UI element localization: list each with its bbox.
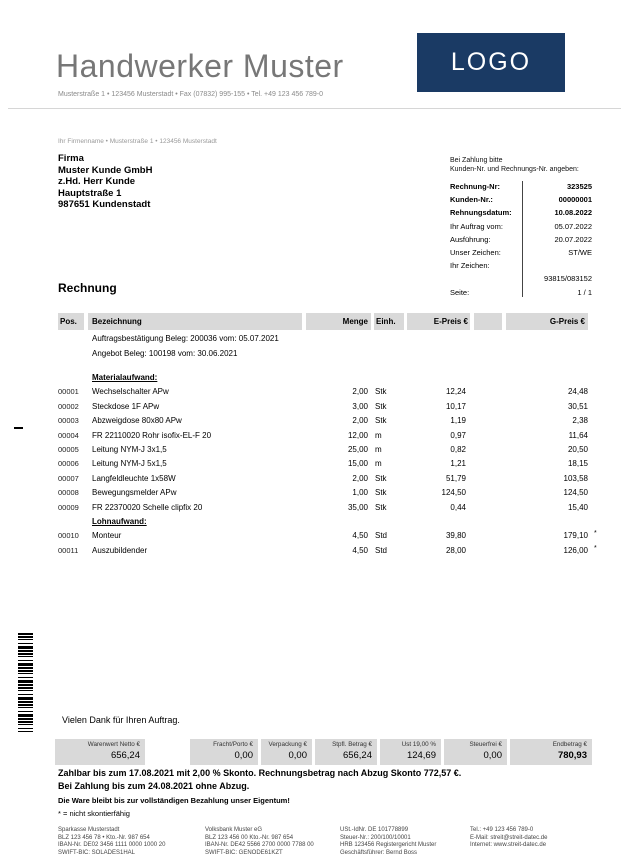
totals-cell [55,739,145,765]
cell-total-price: 30,51 [567,401,588,411]
cell-unit: Stk [375,387,387,397]
invoice-meta-label: Ihr Zeichen: [450,261,490,271]
footer-column-lines [470,827,547,850]
invoice-meta-table [450,180,592,299]
cell-unit-price: 10,17 [445,401,466,411]
invoice-meta-value: 93815/083152 [544,274,592,284]
cell-pos: 00011 [58,545,79,555]
cell-quantity: 2,00 [352,387,368,397]
cell-unit: m [375,430,382,440]
section-rows [58,385,603,515]
company-logo [417,33,565,92]
barcode [18,633,33,732]
reference-lines [92,331,279,361]
totals-label: Verpackung € [268,741,307,748]
totals-value: 124,69 [406,750,436,761]
cell-unit: Stk [375,416,387,426]
col-header-total-price: G-Preis € [506,313,588,330]
cell-pos: 00008 [58,488,79,498]
cell-pos: 00005 [58,444,79,454]
totals-cell [444,739,507,765]
recipient-address-line: z.Hd. Herr Kunde [58,176,136,187]
recipient-address-line: 987651 Kundenstadt [58,199,151,210]
invoice-meta-row [450,286,592,299]
cell-quantity: 15,00 [347,459,368,469]
invoice-meta-value: ST/WE [568,247,592,257]
section-rows [58,529,603,558]
totals-value: 656,24 [342,750,372,761]
invoice-meta-label: Seite: [450,287,470,297]
section-heading: Lohnaufwand: [92,516,147,526]
cell-unit-price: 124,50 [441,488,466,498]
cell-quantity: 2,00 [352,473,368,483]
cell-unit-price: 1,19 [450,416,466,426]
invoice-meta-label: Ihr Auftrag vom: [450,221,503,231]
cell-note: * [594,544,597,552]
invoice-meta-label: Rechnung-Nr: [450,182,500,191]
totals-cell [315,739,377,765]
footer-column [205,827,314,857]
footer-column [340,827,436,857]
cell-pos: 00001 [58,387,79,397]
footer-line: Geschäftsführer: Bernd Boss [340,849,418,856]
reference-line: Auftragsbestätigung Beleg: 200036 vom: 05.07.2021 [92,334,279,343]
cell-unit: Std [375,531,388,541]
cell-unit: m [375,444,382,454]
recipient-address-line: Hauptstraße 1 [58,187,122,199]
invoice-meta-row [450,220,592,233]
col-header-quantity: Menge [306,313,371,330]
cell-unit: Stk [375,488,387,498]
cell-total-price: 15,40 [567,502,588,512]
company-contact-line: Musterstraße 1 • 123456 Musterstadt • Fax (07832) 995-155 • Tel. +49 123 456 789-0 [58,91,324,98]
recipient-address-line: Firma [58,153,84,164]
cell-unit-price: 0,97 [450,430,466,440]
footer-line: IBAN-Nr. DE42 5566 2700 0000 7788 00 [205,842,314,848]
invoice-meta-label: Kunden-Nr.: [450,195,493,205]
cell-description: FR 22370020 Schelle clipfix 20 [92,502,203,512]
invoice-meta-row [450,180,592,193]
table-row [58,443,603,457]
meta-divider-line [522,181,523,297]
cell-unit: Stk [375,401,387,411]
cell-total-price: 103,58 [563,473,588,483]
cell-pos: 00009 [58,502,79,512]
cell-unit-price: 1,21 [450,459,466,469]
cell-description: Wechselschalter APw [92,387,169,397]
cell-quantity: 1,00 [352,488,368,498]
skonto-footnote: * = nicht skontierfähig [58,809,130,818]
cell-unit-price: 12,24 [445,387,466,397]
cell-unit: m [375,459,382,469]
cell-description: Leitung NYM-J 5x1,5 [92,459,167,469]
totals-label: Warenwert Netto € [87,741,140,748]
totals-cell [510,739,592,765]
footer-line: BLZ 123 456 00 Kto.-Nr. 987 654 [205,834,294,841]
invoice-meta-value: 10.08.2022 [554,208,592,218]
cell-pos: 00004 [58,430,79,440]
recipient-address-line: Muster Kunde GmbH [58,164,153,176]
table-row [58,457,603,471]
table-row [58,501,603,515]
cell-quantity: 3,00 [352,401,368,411]
col-header-spacer [474,313,502,330]
cell-total-price: 24,48 [567,387,588,397]
cell-total-price: 179,10 [563,531,588,541]
retention-clause: Die Ware bleibt bis zur vollständigen Bezahlung unser Eigentum! [58,796,290,805]
invoice-meta-row [450,193,592,206]
cell-description: Abzweigdose 80x80 APw [92,416,182,426]
cell-unit-price: 28,00 [445,545,466,555]
cell-unit: Stk [375,473,387,483]
col-header-unit-price: E-Preis € [407,313,470,330]
cell-description: Bewegungsmelder APw [92,488,177,498]
cell-total-price: 124,50 [563,488,588,498]
totals-value: 0,00 [234,750,253,761]
col-header-description: Bezeichnung [88,313,302,330]
invoice-meta-value: 00000001 [558,195,592,205]
section-heading: Materialaufwand: [92,373,158,382]
footer-line: USt.-IdNr. DE 101778899 [340,827,409,833]
table-row [58,472,603,486]
footer-line: Steuer-Nr.: 200/100/10001 [340,834,411,841]
footer-column [470,827,547,850]
cell-quantity: 12,00 [347,430,368,440]
payment-note [450,156,579,174]
payment-terms-line2: Bei Zahlung bis zum 24.08.2021 ohne Abzug. [58,781,250,791]
invoice-meta-row [450,233,592,246]
items-table-header [0,313,629,330]
invoice-meta-row [450,206,592,219]
invoice-meta-value: 323525 [566,182,592,191]
footer-line: Sparkasse Musterstadt [58,827,120,833]
company-name: Handwerker Muster [56,48,344,84]
footer-line: BLZ 123 456 78 • Kto.-Nr. 987 654 [58,834,150,841]
table-row [58,486,603,500]
payment-note-line1: Bei Zahlung bitte [450,157,503,164]
footer-line: E-Mail: streit@streit-datec.de [470,834,548,841]
header-divider [8,108,621,109]
invoice-meta-row [450,246,592,259]
cell-total-price: 11,64 [568,430,588,440]
footer-column-lines [58,827,165,857]
cell-description: Leitung NYM-J 3x1,5 [92,444,167,454]
totals-label: Endbetrag € [552,741,587,748]
cell-pos: 00007 [58,473,79,483]
col-header-pos: Pos. [58,313,84,330]
table-row [58,400,603,414]
document-title: Rechnung [58,281,117,295]
items-section [58,371,603,515]
items-table-body [58,371,603,558]
cell-total-price: 126,00 [563,545,588,555]
fold-mark [14,427,23,429]
totals-cell [190,739,258,765]
cell-pos: 00006 [58,459,79,469]
footer-line: SWIFT-BIC: GENODE61KZT [205,849,283,856]
totals-label: Ust 19,00 % [401,741,436,748]
totals-value: 656,24 [110,750,140,761]
totals-bar [0,739,629,765]
table-row [58,544,603,558]
invoice-meta-value: 1 / 1 [577,287,592,297]
invoice-meta-label: Unser Zeichen: [450,247,501,257]
cell-description: Auszubildender [92,545,148,555]
footer-line: Internet: www.streit-datec.de [470,842,547,848]
invoice-meta-row [450,272,592,285]
totals-value: 0,00 [288,750,307,761]
cell-quantity: 25,00 [347,444,368,454]
footer-line: SWIFT-BIC: SOLADES1HAL [58,849,136,856]
cell-pos: 00002 [58,401,79,411]
totals-value: 0,00 [483,750,502,761]
footer-line: Volksbank Muster eG [205,827,263,833]
items-section [58,515,603,558]
cell-quantity: 2,00 [352,416,368,426]
cell-unit-price: 0,82 [450,444,466,454]
footer-line: IBAN-Nr. DE02 3456 1111 0000 1000 20 [58,842,166,848]
cell-unit-price: 0,44 [450,502,466,512]
recipient-address [58,153,152,211]
cell-description: Langfeldleuchte 1x58W [92,473,176,483]
footer-line: HRB 123456 Registergericht Muster [340,842,437,848]
invoice-meta-row [450,259,592,272]
totals-label: Stpfl. Betrag € [332,741,372,748]
reference-line: Angebot Beleg: 100198 vom: 30.06.2021 [92,349,238,358]
invoice-meta-label: Rehnungsdatum: [450,208,512,218]
invoice-meta-value: 05.07.2022 [554,221,592,231]
cell-unit-price: 51,79 [445,473,466,483]
cell-quantity: 4,50 [352,531,368,541]
totals-value: 780,93 [557,750,587,761]
payment-note-line2: Kunden-Nr. und Rechnungs-Nr. angeben: [450,166,579,173]
cell-total-price: 18,15 [567,459,588,469]
cell-quantity: 4,50 [352,545,368,555]
footer-column [58,827,165,857]
cell-description: FR 22110020 Rohr isofix-EL-F 20 [92,430,212,440]
cell-unit: Stk [375,502,387,512]
invoice-meta-label: Ausführung: [450,234,491,244]
totals-label: Fracht/Porto € [213,741,253,748]
cell-note: * [594,530,597,538]
col-header-unit: Einh. [374,313,404,330]
cell-pos: 00003 [58,416,79,426]
cell-quantity: 35,00 [347,502,368,512]
thanks-line: Vielen Dank für Ihren Auftrag. [62,715,180,725]
table-row [58,429,603,443]
table-row [58,385,603,399]
cell-total-price: 20,50 [567,444,588,454]
table-row [58,529,603,543]
totals-cell [261,739,312,765]
footer-line: Tel.: +49 123 456 789-0 [470,827,534,833]
cell-unit-price: 39,80 [445,531,466,541]
cell-description: Monteur [92,531,122,541]
cell-unit: Std [375,545,388,555]
footer-column-lines [340,827,436,857]
table-row [58,414,603,428]
cell-total-price: 2,38 [572,416,588,426]
sender-return-address: Ihr Firmenname • Musterstraße 1 • 123456 Musterstadt [58,138,217,145]
footer-column-lines [205,827,314,857]
totals-label: Steuerfrei € [469,741,502,748]
logo-text: LOGO [450,48,532,76]
cell-description: Steckdose 1F APw [92,401,160,411]
totals-cell [380,739,441,765]
payment-terms-line1: Zahlbar bis zum 17.08.2021 mit 2,00 % Skonto. Rechnungsbetrag nach Abzug Skonto 772,57 €. [58,768,462,778]
cell-pos: 00010 [58,531,79,541]
invoice-meta-value: 20.07.2022 [554,234,592,244]
